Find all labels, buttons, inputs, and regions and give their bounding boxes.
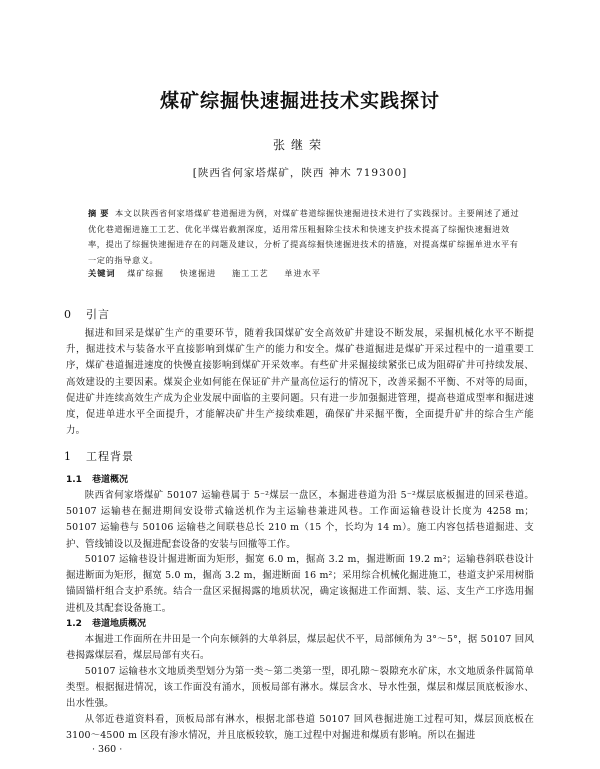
keywords-label: 关键词	[88, 268, 116, 278]
body-paragraph: 从邻近巷道资料看，顶板局部有淋水，根据北部巷道 50107 回风巷掘进施工过程可知，煤层顶底板在 3100～4500 m 区段有渗水情况，并且底板较软，施工过程中对掘进和煤质有影响。所以在掘进	[66, 714, 534, 742]
section-heading-intro	[64, 306, 110, 322]
subsection-heading	[66, 616, 146, 629]
keyword: 单进水平	[284, 268, 322, 278]
page-number: · 360 ·	[92, 744, 123, 755]
subsection-heading	[66, 472, 128, 485]
abstract	[88, 206, 524, 268]
intro-paragraph: 掘进和回采是煤矿生产的重要环节，随着我国煤矿安全高效矿井建设不断发展，采掘机械化水平不断提升，掘进技术与装备水平直接影响到煤矿生产的能力和安全。煤矿巷道掘进是煤矿开采过程中的一道重要工序，煤矿巷道掘进速度的快慢直接影响到煤矿开采效率。有些矿井采掘接续紧张已成为阻碍矿井可持续发展、高效建设的主要因素。煤炭企业如何能在保证矿井产量高位运行的情况下，改善采掘不平衡、不对等的局面，促进矿井连续高效生产成为企业发展中面临的主要问题。只有进一步加强掘进管理，提高巷道成型率和掘进速度，促进单进水平全面提升，才能解决矿井生产接续难题，确保矿井采掘平衡，全面提升矿井的综合生产能力。	[66, 328, 534, 437]
body-paragraph: 50107 运输巷水文地质类型划分为第一类～第二类第一型，即孔隙～裂隙充水矿床，水文地质条件属简单类型。根据掘进情况，该工作面没有涌水，顶板局部有淋水。煤层含水、导水性强，煤层和煤层顶底板渗水、出水性强。	[66, 666, 534, 710]
body-paragraph: 陕西省何家塔煤矿 50107 运输巷属于 5⁻²煤层一盘区，本掘进巷道为沿 5⁻²煤层底板掘进的回采巷道。50107 运输巷在掘进期间安设带式输送机作为主运输巷兼进风巷。工作面运输巷设计长度为 4258 m；50107 运输巷与 50106 运输巷之间联巷总长 210 m（15 个，长均为 14 m）。施工内容包括巷道掘进、支护、管线铺设以及掘进配套设备的安装与回撤等工作。	[66, 490, 534, 550]
section-heading-background	[64, 448, 134, 464]
keywords	[88, 268, 524, 279]
author-affiliation: [陕西省何家塔煤矿，陕西 神木 719300]	[192, 167, 408, 179]
section-title: 引言	[86, 308, 110, 321]
body-paragraph: 本掘进工作面所在井田是一个向东倾斜的大单斜层，煤层起伏不平，局部倾角为 3°～5°，据 50107 回风巷揭露煤层看，煤层局部有夹石。	[66, 634, 534, 662]
keyword: 快速掘进	[179, 268, 217, 278]
subsection-number: 1.1	[66, 475, 82, 485]
subsection-title: 巷道概况	[91, 475, 128, 485]
abstract-label: 摘 要	[88, 208, 110, 218]
subsection-number: 1.2	[66, 619, 82, 629]
body-paragraph: 50107 运输巷设计掘进断面为矩形，掘宽 6.0 m，掘高 3.2 m，掘进断面 19.2 m²；运输巷斜联巷设计掘进断面为矩形，掘宽 5.0 m，掘高 3.2 m，掘进断面 16 m²；采用综合机械化掘进施工，巷道支护采用树脂锚固锚杆组合支护系统。结合一盘区采掘揭露的地质状况，确定该掘进工作面割、装、运、支生产工序选用掘进机及其配套设备施工。	[66, 554, 534, 614]
abstract-text: 本文以陕西省何家塔煤矿巷道掘进为例，对煤矿巷道综掘快速掘进技术进行了实践探讨。主要阐述了通过优化巷道掘进施工工艺、优化半煤岩截割深度，适用常压粗掘除尘技术和快速支护技术提高了综掘快速掘进效率，提出了综掘快速掘进存在的问题及建议，分析了提高综掘快速掘进技术的措施，对提高煤矿综掘单进水平有一定的指导意义。	[88, 208, 520, 265]
section-number: 0	[64, 308, 72, 321]
keyword: 施工工艺	[231, 268, 269, 278]
keyword: 煤矿综掘	[127, 268, 164, 278]
subsection-title: 巷道地质概况	[91, 619, 146, 629]
paper-title: 煤矿综掘快速掘进技术实践探讨	[159, 90, 440, 112]
author-name: 张继荣	[272, 138, 327, 152]
section-number: 1	[64, 450, 72, 463]
section-title: 工程背景	[86, 450, 134, 463]
